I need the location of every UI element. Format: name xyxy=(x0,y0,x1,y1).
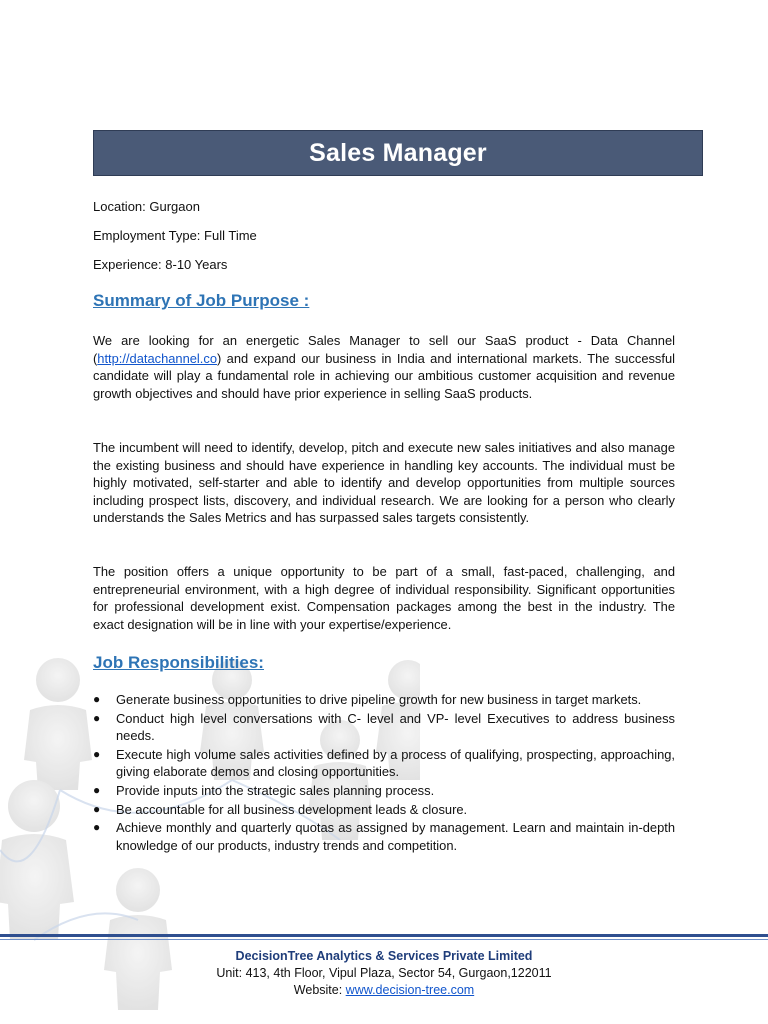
bullet-icon: ● xyxy=(93,782,101,797)
summary-paragraph-2: The incumbent will need to identify, develop, pitch and execute new sales initiatives and also manage the existing business and should have experience in handling key accounts. The individual must be highly motivated, self-starter and able to identify and develop opportunities from multiple sources including prospect lists, discovery, and individual research. We are looking for a person who clearly understands the Sales Metrics and has surpassed sales targets consistently. xyxy=(93,440,675,526)
title-banner xyxy=(93,130,703,176)
list-item-text: Provide inputs into the strategic sales planning process. xyxy=(116,782,435,798)
list-item xyxy=(93,746,675,781)
list-item-text: Conduct high level conversations with C- level and VP- level Executives to address business needs. xyxy=(116,710,675,744)
footer-divider-thin xyxy=(0,939,768,940)
responsibilities-heading: Job Responsibilities: xyxy=(93,653,264,672)
employment-type-line: Employment Type: Full Time xyxy=(93,228,257,243)
bullet-icon: ● xyxy=(93,820,101,835)
list-item-text: Execute high volume sales activities defined by a process of qualifying, prospecting, approaching, giving elaborate demos and closing opportunities. xyxy=(116,746,675,780)
bullet-icon: ● xyxy=(93,746,101,761)
bullet-icon: ● xyxy=(93,692,101,706)
footer xyxy=(0,948,768,999)
website-label: Website: xyxy=(293,983,346,997)
summary-heading: Summary of Job Purpose : xyxy=(93,291,310,310)
bullet-icon: ● xyxy=(93,801,101,816)
website-line xyxy=(0,982,768,999)
website-link[interactable]: www.decision-tree.com xyxy=(345,983,475,997)
summary-paragraph-3: The position offers a unique opportunity to be part of a small, fast-paced, challenging, and entrepreneurial environment, with a high degree of individual responsibility. Significant opportunities for professional development exist. Compensation packages among the best in the industry. The exact designation will be in line with your expertise/experience. xyxy=(93,564,675,632)
company-name: DecisionTree Analytics & Services Private Limited xyxy=(235,949,533,963)
job-title: Sales Manager xyxy=(309,138,487,167)
bullet-icon: ● xyxy=(93,710,101,725)
list-item xyxy=(93,782,675,800)
list-item-text: Achieve monthly and quarterly quotas as assigned by management. Learn and maintain in-depth knowledge of our products, industry trends and competition. xyxy=(116,820,675,853)
list-item-text: Be accountable for all business development leads & closure. xyxy=(116,801,468,817)
footer-divider xyxy=(0,934,768,937)
list-item-text: Generate business opportunities to drive pipeline growth for new business in target markets. xyxy=(116,692,642,707)
list-item xyxy=(93,710,675,745)
summary-p1-text-b: ) and expand our business in India and international markets. The successful candidate will play a fundamental role in achieving our ambitious customer acquisition and revenue growth objectives and should have prior experience in selling SaaS products. xyxy=(93,350,675,401)
experience-line: Experience: 8-10 Years xyxy=(93,257,228,272)
list-item xyxy=(93,819,675,854)
list-item xyxy=(93,801,675,819)
company-address: Unit: 413, 4th Floor, Vipul Plaza, Sector 54, Gurgaon,122011 xyxy=(216,966,552,980)
responsibilities-list xyxy=(93,691,675,855)
location-line: Location: Gurgaon xyxy=(93,199,200,214)
datachannel-link[interactable]: http://datachannel.co xyxy=(97,350,217,366)
summary-paragraph-1 xyxy=(93,332,675,402)
summary-p1-text-a: We are looking for an energetic Sales Manager to sell our SaaS product - Data Channel ( xyxy=(93,333,675,366)
list-item xyxy=(93,691,675,709)
